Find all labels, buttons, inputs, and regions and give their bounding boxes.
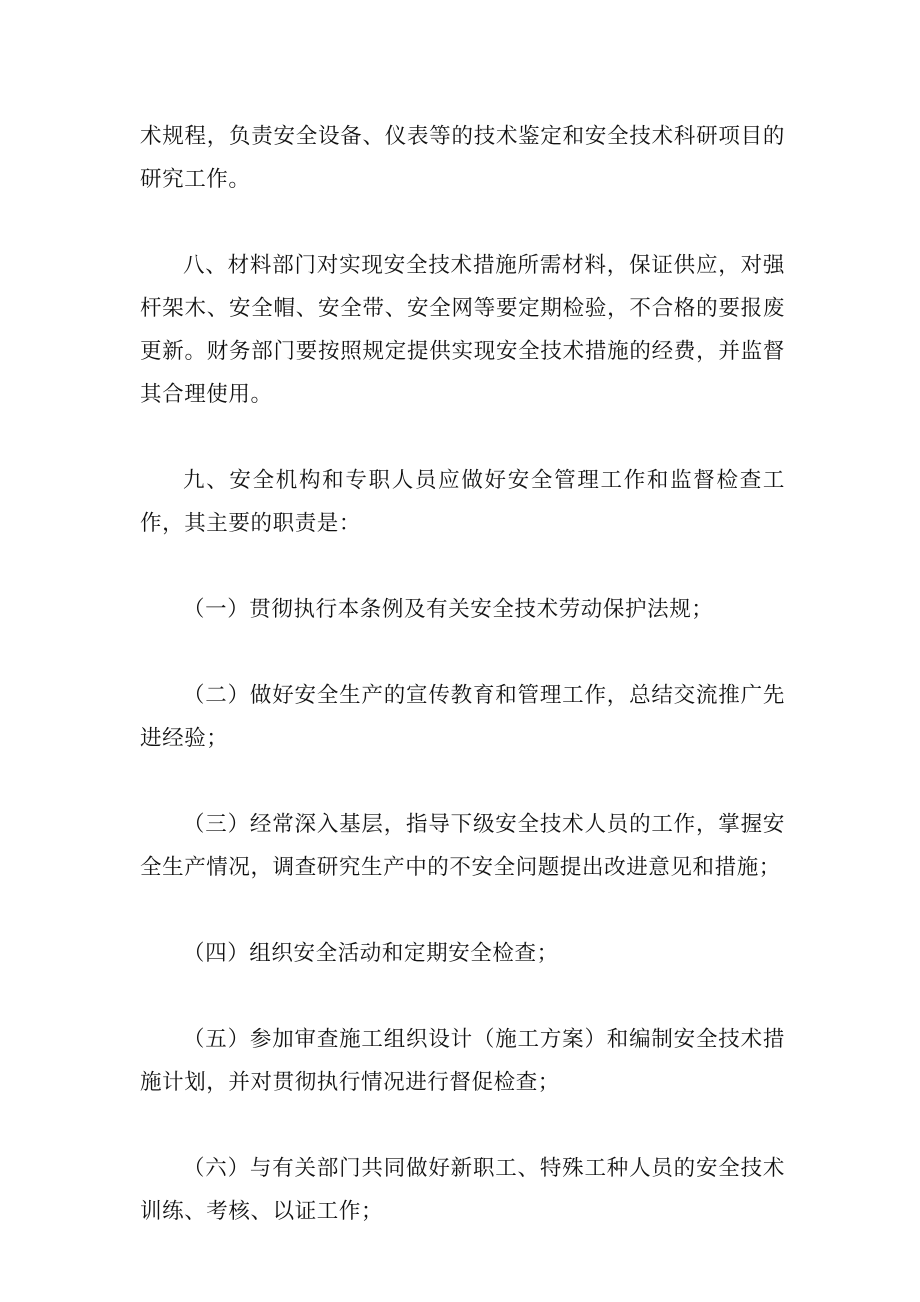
paragraph-sub-2: （二）做好安全生产的宣传教育和管理工作，总结交流推广先进经验； <box>140 683 785 751</box>
paragraph-sub-4: （四）组织安全活动和定期安全检查； <box>183 941 559 966</box>
document-body <box>140 115 785 1276</box>
paragraph-continuation: 术规程，负责安全设备、仪表等的技术鉴定和安全技术科研项目的研究工作。 <box>140 124 785 192</box>
paragraph-item-9: 九、安全机构和专职人员应做好安全管理工作和监督检查工作，其主要的职责是： <box>140 468 785 536</box>
paragraph-sub-6: （六）与有关部门共同做好新职工、特殊工种人员的安全技术训练、考核、以证工作； <box>140 1156 785 1224</box>
paragraph-sub-5: （五）参加审查施工组织设计（施工方案）和编制安全技术措施计划，并对贯彻执行情况进行督促检查； <box>140 1027 785 1095</box>
paragraph-sub-1: （一）贯彻执行本条例及有关安全技术劳动保护法规； <box>183 597 714 622</box>
paragraph-sub-3: （三）经常深入基层，指导下级安全技术人员的工作，掌握安全生产情况，调查研究生产中的不安全问题提出改进意见和措施； <box>140 812 785 880</box>
paragraph-item-8: 八、材料部门对实现安全技术措施所需材料，保证供应，对强杆架木、安全帽、安全带、安全网等要定期检验，不合格的要报废更新。财务部门要按照规定提供实现安全技术措施的经费，并监督其合理使用。 <box>140 253 785 407</box>
